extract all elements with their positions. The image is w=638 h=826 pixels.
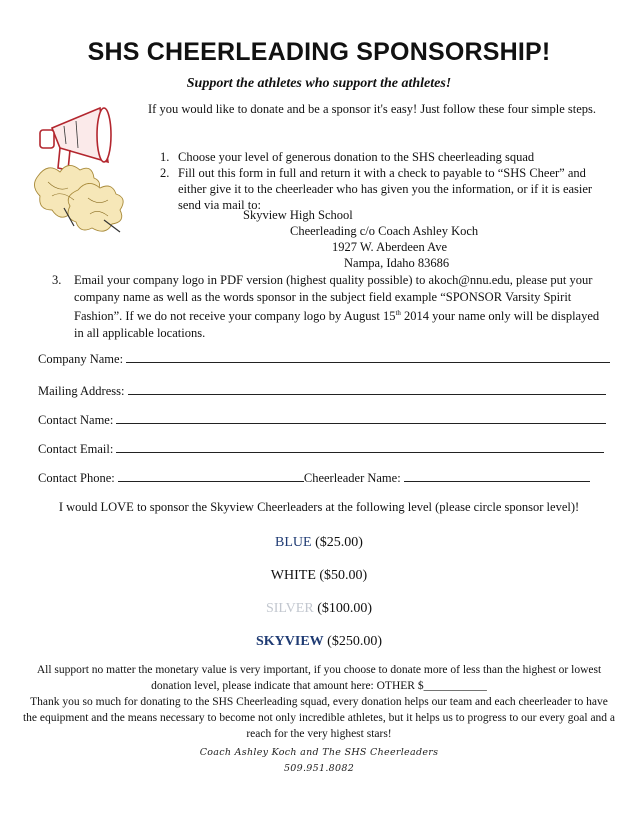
contact-name-field[interactable]: [38, 413, 606, 428]
level-white[interactable]: [0, 568, 638, 584]
contact-email-label: Contact Email:: [38, 442, 114, 456]
contact-email-field[interactable]: [38, 442, 604, 457]
contact-phone-line[interactable]: [118, 471, 304, 482]
level-name: BLUE: [275, 535, 312, 550]
address-line-2: Cheerleading c/o Coach Ashley Koch: [290, 224, 479, 238]
level-amount: ($25.00): [311, 535, 363, 550]
contact-phone-label: Contact Phone:: [38, 471, 115, 485]
intro-text: If you would like to donate and be a sponsor it's easy! Just follow these four simple steps.: [148, 102, 597, 116]
mailing-address-label: Mailing Address:: [38, 384, 125, 398]
mailing-address-field[interactable]: [38, 384, 606, 399]
sponsor-prompt: I would LOVE to sponsor the Skyview Cheerleaders at the following level (please circle sponsor level)!: [58, 500, 580, 514]
contact-name-line[interactable]: [116, 413, 606, 424]
cheerleader-name-line[interactable]: [404, 471, 590, 482]
signature-phone: 509.951.8082: [283, 763, 355, 774]
step-1: [160, 149, 608, 165]
level-silver[interactable]: [0, 601, 638, 617]
level-name: SKYVIEW: [255, 634, 324, 649]
level-skyview[interactable]: [0, 634, 638, 650]
megaphone-pompoms-icon: [30, 98, 150, 238]
level-name: WHITE: [270, 568, 316, 583]
company-name-field[interactable]: [38, 352, 610, 367]
company-name-line[interactable]: [126, 352, 610, 363]
footer-line-1: All support no matter the monetary value is very important, if you choose to donate more of less than the highest or lowest donation level, please indicate that amount here: OTHER $: [36, 664, 602, 692]
level-name: SILVER: [265, 601, 314, 616]
level-amount: ($100.00): [313, 601, 373, 616]
step-3: [52, 272, 604, 341]
contact-email-line[interactable]: [116, 442, 604, 453]
cheerleader-name-label: Cheerleader Name:: [303, 471, 401, 485]
page-title: SHS CHEERLEADING SPONSORSHIP!: [87, 38, 551, 66]
signature-name: Coach Ashley Koch and The SHS Cheerleaders: [199, 747, 439, 758]
other-amount-blank[interactable]: ___________: [423, 680, 487, 692]
level-amount: ($250.00): [323, 634, 382, 649]
page-subtitle: Support the athletes who support the athletes!: [186, 76, 452, 91]
step-number: 3.: [52, 273, 62, 287]
step-text-part: Email your company logo in PDF version (highest quality possible) to akoch@nnu.edu, please put your company name as well as the words sponsor in the subject field example “SPONSOR Varsity Spirit Fashion”. If we do not receive your company logo by August 15: [74, 273, 593, 324]
step-number: 1.: [160, 150, 170, 164]
footer-thanks: Thank you so much for donating to the SHS Cheerleading squad, every donation helps our team and each cheerleader to have the equipment and the means necessary to become not only incredible athletes, but it helps us to progress to our every goal and a reach for the very highest stars!: [22, 696, 616, 740]
ordinal-suffix: th: [395, 309, 401, 317]
steps-list: [160, 149, 608, 213]
address-line-3: 1927 W. Aberdeen Ave: [332, 240, 448, 254]
company-name-label: Company Name:: [38, 352, 124, 366]
contact-phone-field[interactable]: [38, 471, 590, 486]
step-text: Choose your level of generous donation to the SHS cheerleading squad: [178, 150, 535, 164]
footer-note: [22, 662, 616, 694]
level-blue[interactable]: [0, 535, 638, 551]
mailing-address-line[interactable]: [128, 384, 606, 395]
step-number: 2.: [160, 166, 170, 180]
address-line-1: Skyview High School: [243, 208, 353, 222]
contact-name-label: Contact Name:: [38, 413, 114, 427]
step-2: [160, 165, 608, 213]
step-text-part: 2014 your name only will be displayed in all applicable locations.: [74, 309, 600, 340]
step-text: [74, 272, 604, 341]
address-line-4: Nampa, Idaho 83686: [344, 256, 450, 270]
step-text: Fill out this form in full and return it with a check to payable to “SHS Cheer” and either give it to the cheerleader who has given you the information, or if it is easier send via mail to:: [178, 166, 593, 212]
level-amount: ($50.00): [315, 568, 368, 583]
